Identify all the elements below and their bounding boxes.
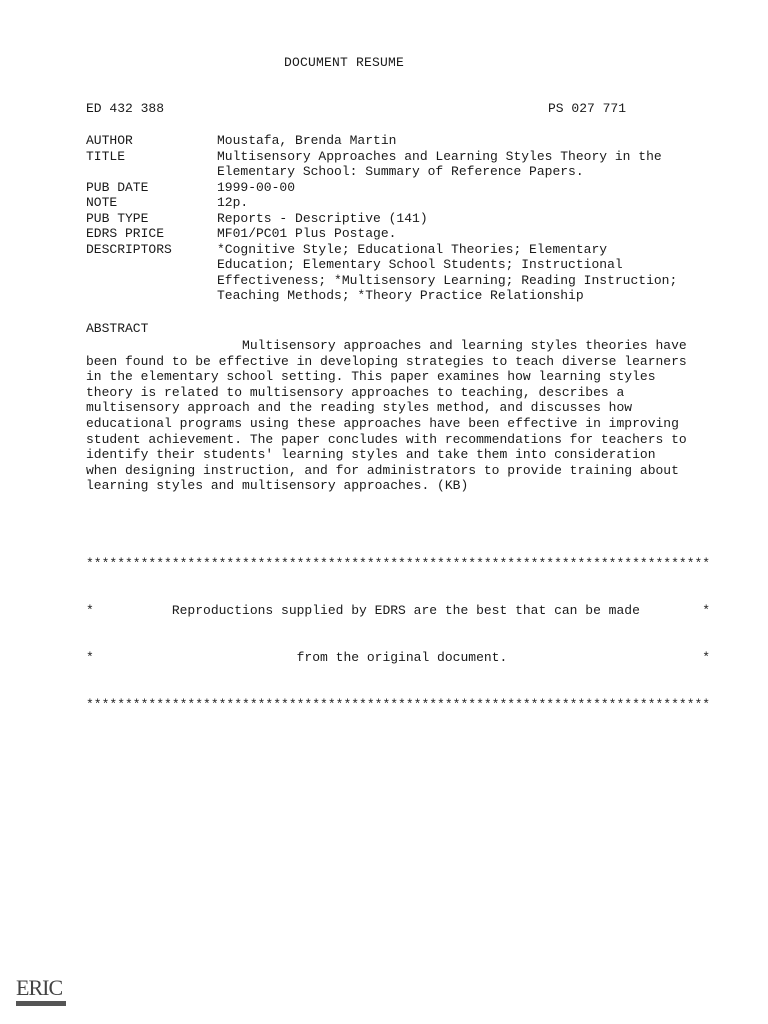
field-row-pub-date (86, 180, 706, 196)
field-value: 12p. (217, 195, 249, 210)
field-value: Multisensory Approaches and Learning Styles Theory in the Elementary School: Summary of Reference Papers. (217, 148, 662, 179)
eric-logo-text: ERIC (16, 975, 63, 1000)
field-row-title (86, 149, 706, 180)
ed-number: ED 432 388 (86, 101, 165, 116)
field-value: 1999-00-00 (217, 179, 296, 195)
field-label: EDRS PRICE (86, 226, 165, 241)
field-row-author (86, 133, 706, 149)
field-label: TITLE (86, 148, 126, 164)
field-row-note (86, 195, 706, 211)
field-label: PUB DATE (86, 179, 149, 195)
field-row-pub-type (86, 211, 706, 227)
field-value: MF01/PC01 Plus Postage. (217, 226, 397, 241)
eric-logo (14, 965, 70, 1009)
reproduction-notice (86, 525, 711, 743)
document-title: DOCUMENT RESUME (283, 55, 405, 70)
eric-logo-bar (16, 1001, 66, 1006)
field-value: Moustafa, Brenda Martin (217, 133, 397, 148)
notice-border-bottom: ******************************************************************************** (86, 696, 711, 712)
metadata-fields (86, 133, 706, 304)
field-label: NOTE (86, 195, 118, 210)
notice-line: * Reproductions supplied by EDRS are the best that can be made * (86, 602, 711, 618)
abstract-text: Multisensory approaches and learning styles theories have been found to be effective in developing strategies to teach diverse learners in the elementary school setting. This paper examines how learning styles theory is related to multisensory approaches to teaching, describes a multisensory approach and the reading styles method, and discusses how educational programs using these approaches have been effective in improving student achievement. The paper concludes with recommendations for teachers to identify their students' learning styles and take them into consideration when designing instruction, and for administrators to provide training about learning styles and multisensory approaches. (KB) (86, 338, 687, 494)
field-row-descriptors (86, 242, 706, 304)
abstract-label: ABSTRACT (86, 321, 149, 336)
field-value: *Cognitive Style; Educational Theories; Elementary Education; Elementary School Students; Instructional Effectiveness; *Multisensory Learning; Reading Instruction; Teaching Methods; *Theory Practice Relationship (217, 241, 678, 303)
ps-number: PS 027 771 (547, 101, 626, 116)
notice-border-top: ******************************************************************************** (86, 556, 711, 572)
field-row-edrs-price (86, 226, 706, 242)
field-label: DESCRIPTORS (86, 241, 172, 257)
field-value: Reports - Descriptive (141) (217, 210, 428, 226)
field-label: AUTHOR (86, 133, 133, 148)
notice-line: * from the original document. * (86, 649, 711, 665)
field-label: PUB TYPE (86, 210, 149, 226)
